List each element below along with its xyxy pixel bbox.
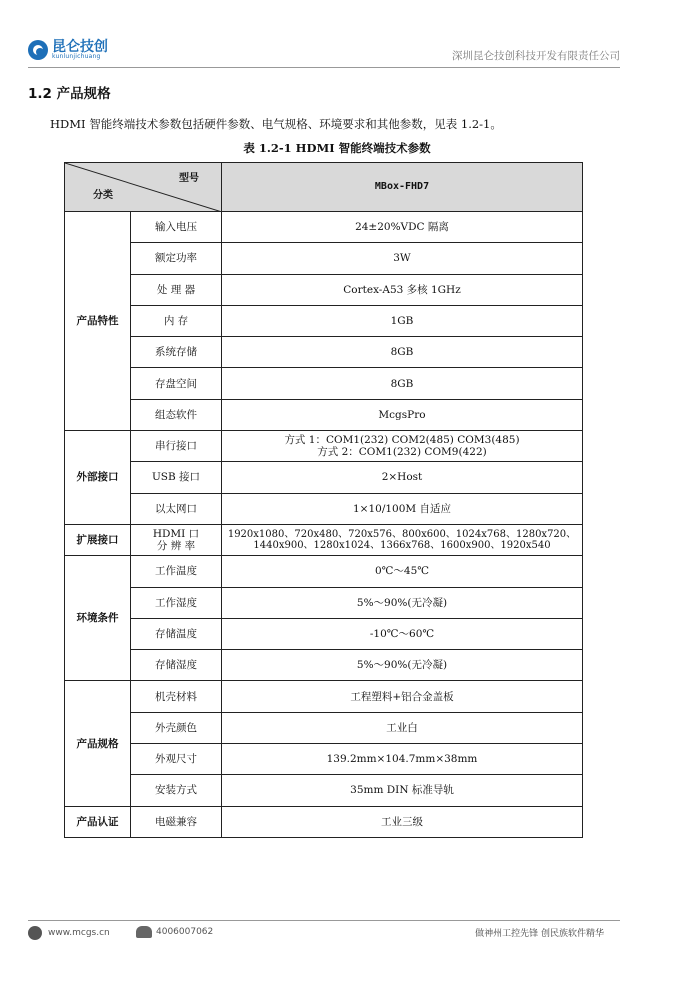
param-cell: 安装方式	[131, 775, 222, 806]
value-cell: McgsPro	[222, 399, 583, 430]
table-row	[65, 305, 583, 336]
param-cell: 串行接口	[131, 431, 222, 462]
table-row	[65, 806, 583, 837]
category-cell: 产品规格	[65, 681, 131, 806]
param-line: HDMI 口	[152, 528, 200, 541]
category-cell: 环境条件	[65, 556, 131, 681]
value-cell: 24±20%VDC 隔离	[222, 212, 583, 243]
value-cell: 工业三级	[222, 806, 583, 837]
company-logo	[28, 40, 108, 60]
header-divider	[28, 67, 620, 68]
phone-number: 4006007062	[156, 927, 214, 937]
table-row	[65, 243, 583, 274]
category-cell: 外部接口	[65, 431, 131, 525]
table-row	[65, 337, 583, 368]
section-title: 1.2 产品规格	[28, 86, 111, 102]
globe-icon	[28, 926, 42, 940]
page-header	[28, 36, 620, 70]
phone-icon	[136, 926, 152, 938]
spec-table	[64, 162, 583, 838]
value-cell: 35mm DIN 标准导轨	[222, 775, 583, 806]
model-name: MBox-FHD7	[222, 163, 583, 212]
table-row	[65, 712, 583, 743]
param-cell: 组态软件	[131, 399, 222, 430]
logo-name-cn: 昆仑技创	[52, 39, 108, 55]
value-cell: 1GB	[222, 305, 583, 336]
table-row	[65, 587, 583, 618]
value-cell: 8GB	[222, 337, 583, 368]
param-line: 分 辨 率	[156, 540, 196, 553]
header-diagonal-cell	[65, 163, 222, 212]
value-cell: 0℃～45℃	[222, 556, 583, 587]
value-cell	[222, 431, 583, 462]
value-cell: -10℃～60℃	[222, 618, 583, 649]
value-cell: Cortex-A53 多核 1GHz	[222, 274, 583, 305]
param-cell: 存储温度	[131, 618, 222, 649]
value-line: 1440x900、1280x1024、1366x768、1600x900、1920x540	[253, 540, 551, 552]
table-row	[65, 524, 583, 555]
value-cell	[222, 524, 583, 555]
table-header-row	[65, 163, 583, 212]
table-row	[65, 775, 583, 806]
table-row	[65, 462, 583, 493]
value-line: 方式 2：COM1(232) COM9(422)	[317, 446, 487, 459]
param-cell: 处 理 器	[131, 274, 222, 305]
footer-slogan: 做神州工控先锋 创民族软件精华	[475, 929, 604, 939]
value-line: 方式 1：COM1(232) COM2(485) COM3(485)	[284, 434, 520, 447]
param-cell: 存储湿度	[131, 650, 222, 681]
website-link[interactable]: www.mcgs.cn	[48, 928, 110, 938]
param-cell	[131, 524, 222, 555]
param-cell: 工作温度	[131, 556, 222, 587]
param-cell: 机壳材料	[131, 681, 222, 712]
value-cell: 8GB	[222, 368, 583, 399]
footer-divider	[28, 920, 620, 921]
table-row	[65, 431, 583, 462]
table-row	[65, 556, 583, 587]
table-row	[65, 399, 583, 430]
table-row	[65, 274, 583, 305]
table-row	[65, 493, 583, 524]
value-cell: 2×Host	[222, 462, 583, 493]
param-cell: 电磁兼容	[131, 806, 222, 837]
param-cell: 工作湿度	[131, 587, 222, 618]
logo-icon	[28, 40, 48, 60]
table-row	[65, 212, 583, 243]
category-cell: 产品特性	[65, 212, 131, 431]
intro-paragraph: HDMI 智能终端技术参数包括硬件参数、电气规格、环境要求和其他参数，见表 1.2-1。	[50, 117, 502, 131]
table-row	[65, 681, 583, 712]
param-cell: USB 接口	[131, 462, 222, 493]
value-line: 1920x1080、720x480、720x576、800x600、1024x768、1280x720、	[227, 528, 577, 540]
table-row	[65, 744, 583, 775]
header-category-label: 分类	[93, 189, 113, 201]
param-cell: 外观尺寸	[131, 744, 222, 775]
param-cell: 存盘空间	[131, 368, 222, 399]
param-cell: 内 存	[131, 305, 222, 336]
value-cell: 工业白	[222, 712, 583, 743]
value-cell: 3W	[222, 243, 583, 274]
header-model-label: 型号	[179, 173, 199, 184]
company-name: 深圳昆仑技创科技开发有限责任公司	[452, 50, 620, 62]
category-cell: 产品认证	[65, 806, 131, 837]
param-cell: 以太网口	[131, 493, 222, 524]
table-row	[65, 368, 583, 399]
category-cell: 扩展接口	[65, 524, 131, 555]
value-cell: 工程塑料+铝合金盖板	[222, 681, 583, 712]
value-cell: 139.2mm×104.7mm×38mm	[222, 744, 583, 775]
value-cell: 1×10/100M 自适应	[222, 493, 583, 524]
table-row	[65, 650, 583, 681]
value-cell: 5%～90%(无冷凝)	[222, 587, 583, 618]
diagonal-line	[65, 163, 222, 212]
param-cell: 输入电压	[131, 212, 222, 243]
param-cell: 额定功率	[131, 243, 222, 274]
table-row	[65, 618, 583, 649]
value-cell: 5%～90%(无冷凝)	[222, 650, 583, 681]
logo-name-en: kunlunjichuang	[52, 53, 101, 60]
param-cell: 外壳颜色	[131, 712, 222, 743]
page-footer	[28, 924, 620, 944]
param-cell: 系统存储	[131, 337, 222, 368]
table-caption: 表 1.2-1 HDMI 智能终端技术参数	[243, 141, 431, 155]
